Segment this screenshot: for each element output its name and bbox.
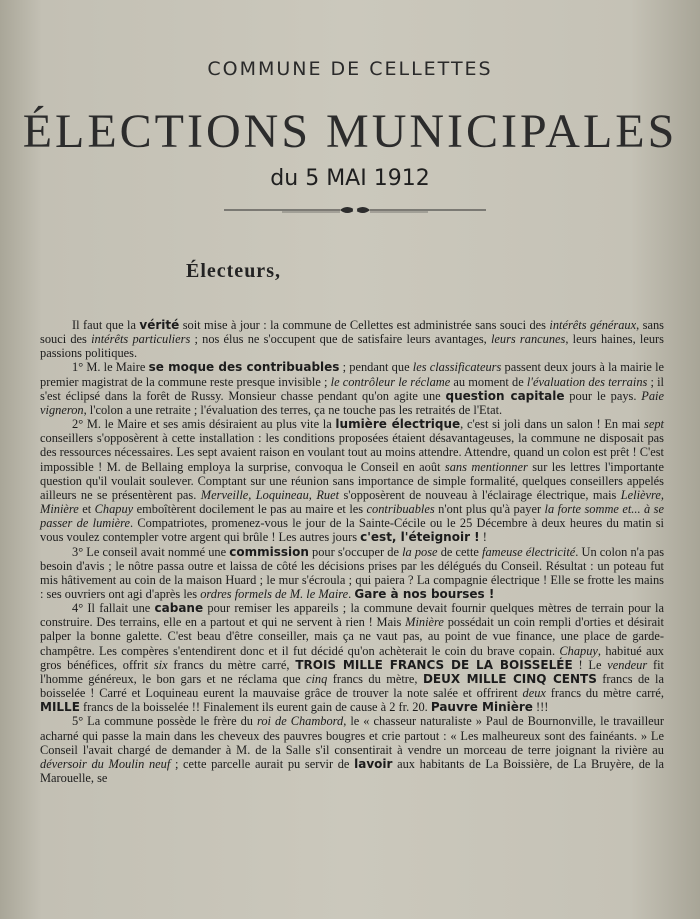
election-date: du 5 MAI 1912 [270,166,430,191]
italic-text: Chapuy [94,502,134,517]
text-run: . Compatriotes, promenez-vous le jour de la Sainte-Cécile ou le 25 Décembre à deux heures du matin si vous voulez contempler votre argent qui brûle ! Les autres jours [40,516,664,545]
text-run: s'opposèrent de nouveau à l'éclairage électrique, mais [339,487,621,502]
italic-text: la pose [402,544,438,559]
text-run: pour le pays. [564,388,642,403]
text-run: 5° La commune possède le frère du [72,714,257,729]
italic-text: vendeur [607,657,648,672]
text-run: et [78,502,95,517]
italic-text: sans mentionner [444,459,528,474]
italic-text: les classificateurs [412,360,502,375]
bold-text: TROIS MILLE FRANCS DE LA BOISSELÉE [295,657,573,672]
bold-text: Pauvre Minière [430,700,533,715]
bold-text: c'est, l'éteignoir ! [360,530,480,545]
italic-text: contribuables [366,502,435,517]
bold-text: se moque des contribuables [148,360,340,375]
text-run: n'ont plus qu'à payer [434,502,545,517]
bold-text: Gare à nos bourses ! [354,586,495,601]
text-run: . [348,586,355,601]
italic-text: Minière [405,615,444,630]
italic-text: deux [522,686,546,701]
text-run: soit mise à jour : la commune de Cellettes est administrée sans souci des [179,318,550,332]
commune-heading: COMMUNE DE CELLETTES [207,58,493,80]
italic-text: leurs rancunes [490,332,566,347]
text-run: , c'est si joli dans un salon ! En mai [460,417,645,432]
italic-text: sept [644,417,664,432]
text-run: !!! [532,700,549,715]
salutation: Électeurs, [186,260,281,282]
bold-text: lumière électrique [335,417,461,432]
paragraph [40,360,664,417]
text-run: francs de la boisselée !! Finalement ils eurent gain de cause à 2 fr. 20. [79,700,431,715]
italic-text: ordres formels de M. le Maire [200,586,349,601]
paragraph [40,601,664,714]
text-run: ! Le [572,657,608,672]
italic-text: Lelièvre, Minière [40,487,665,517]
text-run: possédait un coin rempli d'orties et désirait palper la bonne galette. C'est beau d'être conseiller, mais ça ne vaut pas, au point de vue finance, une place de garde-champêtre. Les compères s'entendirent donc et il fut décidé qu'on achèterait le coin du brave copain. [40,615,664,658]
text-run: pour s'occuper de [308,544,403,559]
text-run: emboîtèrent docilement le pas au maire et les [133,502,367,517]
italic-text: Chapuy [559,643,598,658]
text-run: ; il s'est éclipsé dans la forêt de Russy. Monsieur chasse pendant qu'on agite une [40,374,664,403]
text-run: ! [479,530,487,545]
page-title: ÉLECTIONS MUNICIPALES [22,105,678,158]
italic-text: intérêts généraux [549,318,637,332]
bold-text: DEUX MILLE CINQ CENTS [422,671,597,686]
text-run: pour remiser les appareils ; la commune devait fournir quelques mètres de terrain pour la construire. Des terrains, elle en a partout et qui ne servent à rien ! Mais [40,601,664,630]
text-run: , leurs haines, leurs passions politiques. [40,332,664,361]
paragraph [40,417,664,544]
italic-text: Paie vigneron [40,388,665,417]
text-run: de cette [437,544,483,559]
text-run: , habitué aux gros bénéfices, offrit [40,643,664,672]
italic-text: Merveille, Loquineau, Ruet [200,487,340,502]
text-run: 1° M. le Maire [72,360,149,375]
text-run: 4° Il fallait une [72,601,155,616]
italic-text: intérêts particuliers [91,332,191,347]
text-run: ; nos élus ne s'occupent que de satisfaire leurs avantages, [190,332,491,347]
body-text [40,318,664,785]
text-run: , l'colon a une retraite ; l'évaluation des terres, ça ne touche pas les retraités de l'Etat. [83,402,503,417]
paragraph [40,714,664,785]
bold-text: question capitale [445,388,565,403]
text-run: ; cette parcelle aurait pu servir de [170,756,355,771]
bold-text: commission [229,544,309,559]
ornament-divider [222,203,488,217]
italic-text: six [153,657,168,672]
text-run: au moment de [450,374,527,389]
text-run: francs de la boisselée ! Carré et Loquineau eurent la mauvaise grâce de trouver la note salée et offrirent [40,671,665,701]
text-run: fit l'homme généreux, le bon gars et ne réclama que [40,657,664,686]
text-run: 2° M. le Maire et ses amis désiraient au plus vite la [72,417,336,432]
paragraph [40,545,664,602]
text-run: passent deux jours à la mairie le premier magistrat de la commune reste presque invisible ; [40,360,665,389]
bold-text: lavoir [354,756,393,771]
text-run: aux habitants de La Boissière, de La Bruyère, de la Marouelle, se [40,756,665,785]
bold-text: MILLE [40,700,80,715]
italic-text: le contrôleur le réclame [330,374,451,389]
text-run: , sans souci des [40,318,664,347]
text-run: . Un colon n'a pas besoin d'avis ; le nôtre passa outre et laissa de côté les décisions prises par les délégués du Conseil. Résultat : un poteau fut mis hâtivement au coin de la maison Huard ; le mur s'écroula ; qui paiera ? La compagnie électrique ! Elle se frotte les mains : ses ouvriers ont agi d'après les [40,544,665,601]
text-run: francs du mètre, [327,671,423,686]
bold-text: cabane [154,601,204,616]
text-run: , le « chasseur naturaliste » Paul de Bournonville, le travailleur acharné qui passe la main dans les cheveux des pauvres bougres et crie partout : « Les malheureux sont des fainéants. » Le Conseil l'avait chargé de demander à M. de la Salle s'il consentirait à vendre un morceau de terre joignant la rivière au [40,714,664,757]
text-run: 3° Le conseil avait nommé une [72,544,230,559]
text-run: francs du mètre carré, [545,686,664,701]
italic-text: roi de Chambord [257,714,344,729]
text-run: conseillers s'opposèrent à cette installation : les conditions proposées étaient désavantageuses, la commune ne disposait pas des ressources nécessaires. Les sept avaient raison en voulant tout au moins attendre. Attendre, quand un colon est prêt ! C'est impossible ! M. de Bellaing employa la surprise, convoqua le Conseil en août [40,431,664,474]
text-run: sur les lettres l'importante question qu'il voulait soulever. Comptant sur une réunion sans importance de simple formalité, quelques conseillers appelés ailleurs ne se présentèrent pas. [40,459,664,502]
bold-text: vérité [139,318,180,332]
text-run: francs du mètre carré, [167,657,296,672]
italic-text: déversoir du Moulin neuf [40,756,171,771]
italic-text: l'évaluation des terrains [526,374,648,389]
italic-text: fameuse électricité [482,544,576,559]
text-run: Il faut que la [72,318,140,332]
text-run: ; pendant que [339,360,413,375]
italic-text: cinq [305,671,328,686]
italic-text: la forte somme et... à se passer de lumière [40,502,665,531]
paragraph [40,318,664,360]
